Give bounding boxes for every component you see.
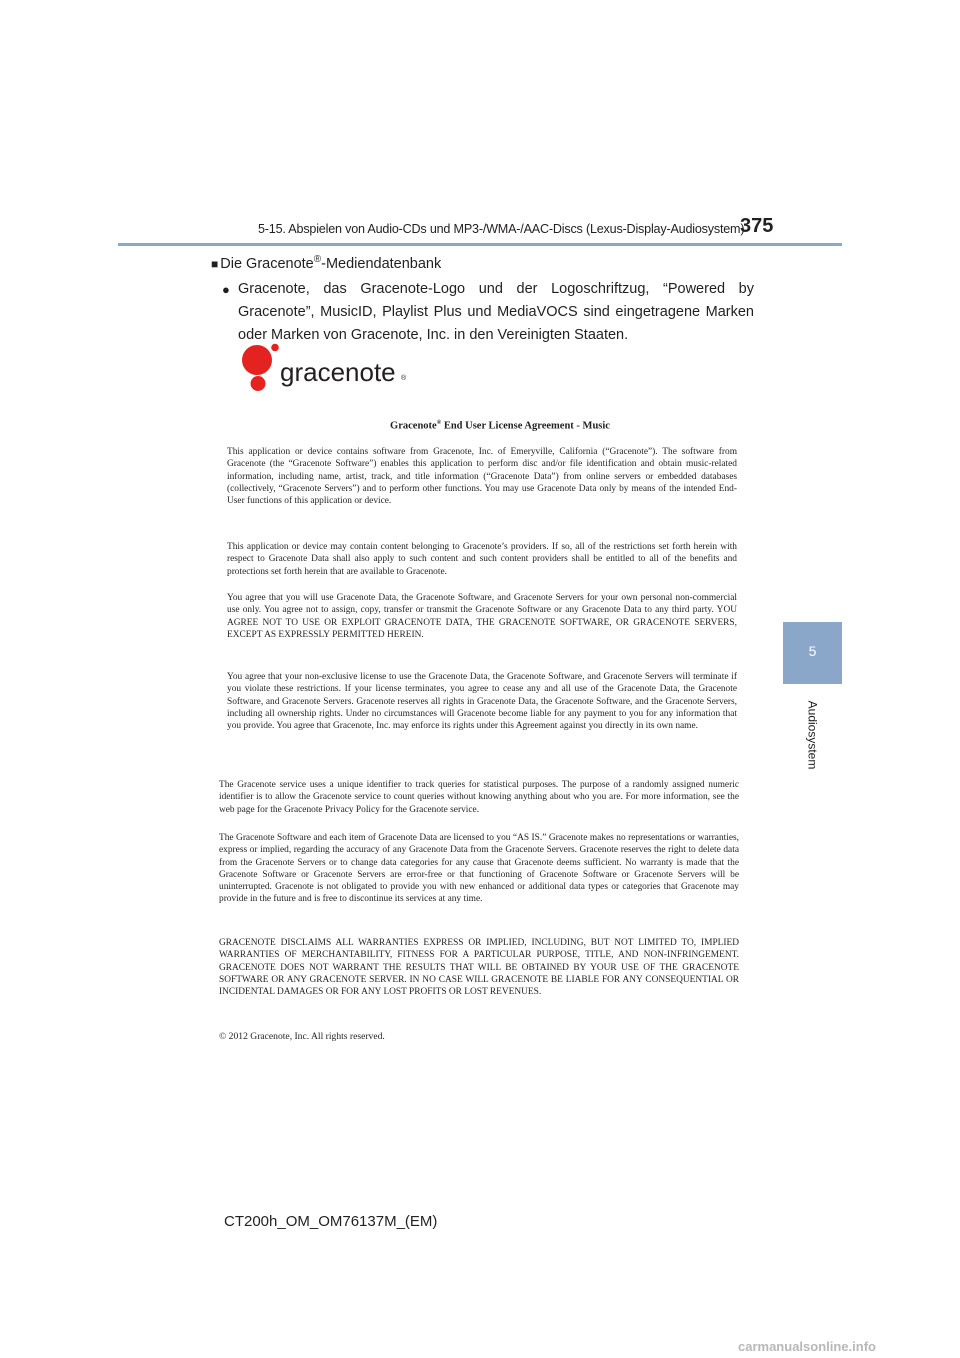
license-title-reg: ® <box>436 420 442 426</box>
header-divider <box>118 243 842 246</box>
license-paragraph: This application or device may contain content belonging to Gracenote’s providers. If so, all of the restrictions set forth herein with respect to Gracenote Data shall also apply to such content and such content providers shall be entitled to all of the benefits and protections set forth herein that are available to Gracenote. <box>227 542 737 577</box>
chapter-side-label-text: Audiosystem <box>804 700 819 770</box>
chapter-title: 5-15. Abspielen von Audio-CDs und MP3-/WMA-/AAC-Discs (Lexus-Display-Audiosystem) <box>258 222 745 236</box>
license-copyright: © 2012 Gracenote, Inc. All rights reserved. <box>219 1031 385 1042</box>
section-heading <box>211 254 441 272</box>
license-title-before: Gracenote <box>390 420 437 432</box>
chapter-side-label <box>774 697 850 773</box>
heading-registered-mark: ® <box>313 254 322 265</box>
heading-text-after: -Mediendatenbank <box>321 255 442 272</box>
license-title-after: End User License Agreement - Music <box>441 420 610 432</box>
heading-text-before: Die Gracenote <box>220 255 314 272</box>
license-paragraph: GRACENOTE DISCLAIMS ALL WARRANTIES EXPRESS OR IMPLIED, INCLUDING, BUT NOT LIMITED TO, IMPLIED WARRANTIES OF MERCHANTABILITY, FITNESS FOR A PARTICULAR PURPOSE, TITLE, AND NON-INFRINGEMENT. GRACENOTE DOES NOT WARRANT THE RESULTS THAT WILL BE OBTAINED BY YOUR USE OF THE GRACENOTE SOFTWARE OR ANY GRACENOTE SERVER. IN NO CASE WILL GRACENOTE BE LIABLE FOR ANY CONSEQUENTIAL OR INCIDENTAL DAMAGES OR FOR ANY LOST PROFITS OR LOST REVENUES. <box>219 938 739 998</box>
page-number: 375 <box>740 215 774 237</box>
trademark-text: Gracenote, das Gracenote-Logo und der Logoschriftzug, “Powered by Gracenote”, MusicID, Playlist Plus und MediaVOCS sind eingetragene Marken oder Marken von Gracenote, Inc. in den Vereinigten Staaten. <box>238 281 754 343</box>
logo-small-dot <box>251 376 266 391</box>
license-paragraph: This application or device contains software from Gracenote, Inc. of Emeryville, California (“Gracenote”). The software from Gracenote (the “Gracenote Software”) enables this application to perform disc and/or file identification and obtain music-related information, including name, artist, track, and title information (“Gracenote Data”) from online servers or embedded databases (collectively, “Gracenote Servers”) and to perform other functions. You may use Gracenote Data only by means of the intended End-User functions of this application or device. <box>227 447 737 507</box>
chapter-tab-number: 5 <box>808 643 817 659</box>
document-code: CT200h_OM_OM76137M_(EM) <box>224 1213 438 1230</box>
logo-registered-mark: ® <box>401 375 407 382</box>
license-paragraph: You agree that you will use Gracenote Data, the Gracenote Software, and Gracenote Servers for your own personal non-commercial use only. You agree not to assign, copy, transfer or transmit the Gracenote Software or any Gracenote Data to any third party. YOU AGREE NOT TO USE OR EXPLOIT GRACENOTE DATA, THE GRACENOTE SOFTWARE, OR GRACENOTE SERVERS, EXCEPT AS EXPRESSLY PERMITTED HEREIN. <box>227 593 737 640</box>
heading-square-icon: ■ <box>211 256 219 271</box>
license-title <box>318 420 682 432</box>
site-watermark: carmanualsonline.info <box>738 1339 876 1354</box>
logo-large-dot <box>242 345 272 375</box>
gracenote-logo <box>240 343 412 391</box>
license-paragraph: The Gracenote Software and each item of Gracenote Data are licensed to you “AS IS.” Gracenote makes no representations or warranties, express or implied, regarding the accuracy of any Gracenote Data from the Gracenote Servers. Gracenote reserves the right to delete data from the Gracenote Servers or to change data categories for any cause that Gracenote deems sufficient. No warranty is made that the Gracenote Software or Gracenote Servers are error-free or that functioning of Gracenote Software or Gracenote Servers will be uninterrupted. Gracenote is not obligated to provide you with new enhanced or additional data types or categories that Gracenote may provide in the future and is free to discontinue its services at any time. <box>219 833 739 905</box>
license-paragraph: The Gracenote service uses a unique identifier to track queries for statistical purposes. The purpose of a randomly assigned numeric identifier is to allow the Gracenote service to count queries without knowing anything about who you are. For more information, see the web page for the Gracenote Privacy Policy for the Gracenote service. <box>219 780 739 815</box>
chapter-tab <box>783 622 842 684</box>
logo-wordmark: gracenote <box>280 357 396 387</box>
trademark-bullet <box>222 278 754 347</box>
bullet-dot-icon: ● <box>222 282 230 297</box>
license-paragraph: You agree that your non-exclusive license to use the Gracenote Data, the Gracenote Software, and Gracenote Servers will terminate if you violate these restrictions. If your license terminates, you agree to cease any and all use of the Gracenote Data, the Gracenote Software, and Gracenote Servers. Gracenote reserves all rights in Gracenote Data, the Gracenote Software, and the Gracenote Servers, including all ownership rights. Under no circumstances will Gracenote become liable for any payment to you for any information that you provide. You agree that Gracenote, Inc. may enforce its rights under this Agreement against you directly in its own name. <box>227 672 737 732</box>
logo-tiny-dot <box>271 344 279 352</box>
